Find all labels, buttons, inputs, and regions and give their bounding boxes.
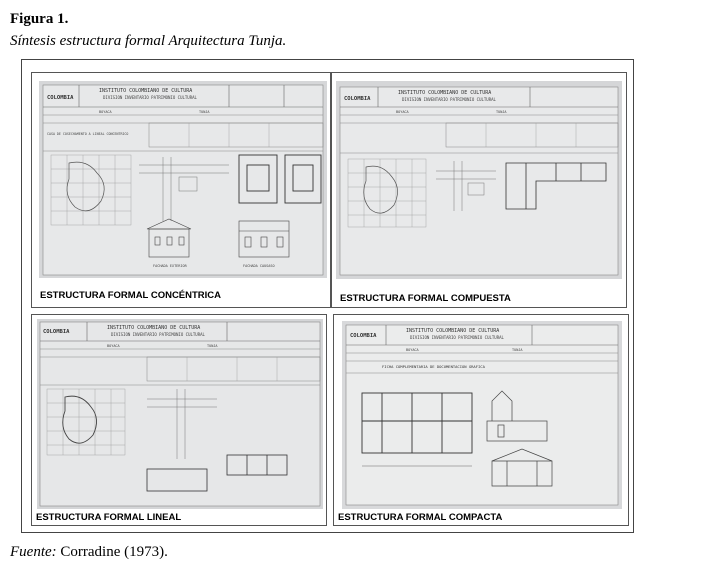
figure-frame bbox=[21, 59, 634, 533]
form-municipality: TUNJA bbox=[496, 110, 507, 114]
form-division: DIVISION INVENTARIO PATRIMONIO CULTURAL bbox=[402, 97, 496, 102]
figure-title: Síntesis estructura formal Arquitectura Tunja. bbox=[10, 33, 287, 49]
form-institute: INSTITUTO COLOMBIANO DE CULTURA bbox=[107, 325, 201, 331]
form-division: DIVISION INVENTARIO PATRIMONIO CULTURAL bbox=[111, 332, 205, 337]
panel-lineal bbox=[31, 314, 327, 526]
figure-label: Figura 1. bbox=[10, 11, 69, 27]
panel-compacta bbox=[333, 314, 629, 526]
source-text: Corradine (1973). bbox=[56, 544, 168, 560]
panel-compuesta bbox=[331, 72, 627, 308]
form-department: BOYACA bbox=[107, 344, 120, 348]
form-country: COLOMBIA bbox=[47, 95, 74, 101]
form-country: COLOMBIA bbox=[350, 333, 377, 339]
form-institute: INSTITUTO COLOMBIANO DE CULTURA bbox=[398, 90, 492, 96]
panel-concentrica bbox=[31, 72, 331, 308]
form-division: DIVISION INVENTARIO PATRIMONIO CULTURAL bbox=[410, 335, 504, 340]
form-municipality: TUNJA bbox=[512, 348, 523, 352]
form-department: BOYACA bbox=[396, 110, 409, 114]
form-bottom-left: FACHADA EXTERIOR bbox=[153, 264, 187, 268]
form-country: COLOMBIA bbox=[344, 96, 371, 102]
source-label: Fuente: bbox=[10, 544, 57, 560]
panel-caption: ESTRUCTURA FORMAL CONCÉNTRICA bbox=[40, 290, 222, 301]
inventory-sheet-photo bbox=[336, 81, 622, 279]
inventory-sheet-photo bbox=[342, 321, 622, 509]
form-institute: INSTITUTO COLOMBIANO DE CULTURA bbox=[99, 88, 193, 94]
form-country: COLOMBIA bbox=[43, 329, 70, 335]
inventory-sheet-photo bbox=[37, 319, 323, 509]
form-institute: INSTITUTO COLOMBIANO DE CULTURA bbox=[406, 328, 500, 334]
form-division: DIVISION INVENTARIO PATRIMONIO CULTURAL bbox=[103, 95, 197, 100]
form-description: CASA DE COSECHAMENTO A LINEAL CONCENTRICO bbox=[47, 132, 129, 136]
form-municipality: TUNJA bbox=[199, 110, 210, 114]
inventory-sheet-photo bbox=[39, 81, 327, 278]
form-department: BOYACA bbox=[406, 348, 419, 352]
form-note: FICHA COMPLEMENTARIA DE DOCUMENTACION GRAFICA bbox=[382, 364, 485, 369]
figure-source bbox=[10, 544, 168, 561]
panel-caption: ESTRUCTURA FORMAL COMPACTA bbox=[338, 512, 503, 523]
form-bottom-right: FACHADA CAUSASO bbox=[243, 264, 275, 268]
panel-caption: ESTRUCTURA FORMAL LINEAL bbox=[36, 512, 182, 523]
form-municipality: TUNJA bbox=[207, 344, 218, 348]
form-department: BOYACA bbox=[99, 110, 112, 114]
panel-caption: ESTRUCTURA FORMAL COMPUESTA bbox=[340, 293, 511, 304]
